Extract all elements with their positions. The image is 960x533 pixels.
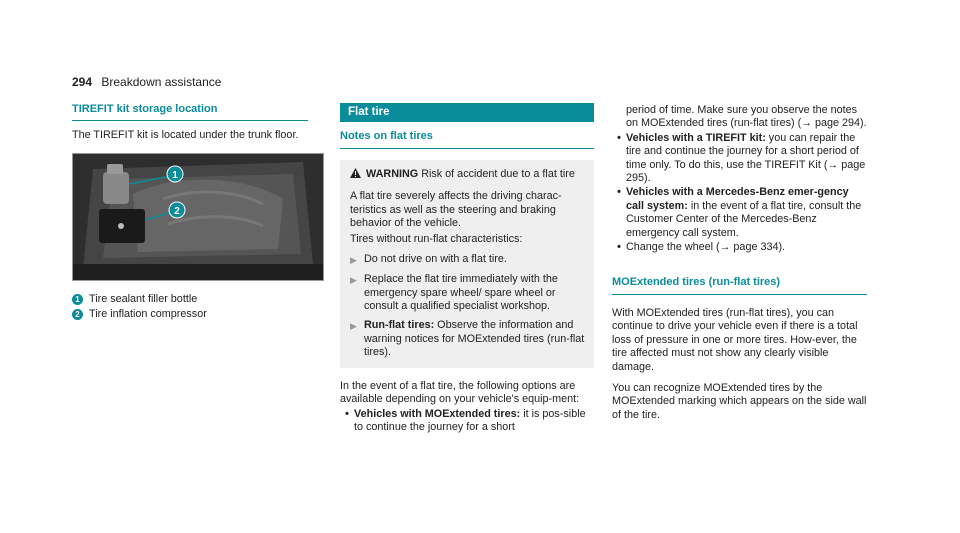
bullet-item bbox=[612, 186, 867, 240]
legend-text: Tire sealant filler bottle bbox=[89, 292, 198, 305]
page-number: 294 bbox=[72, 75, 93, 89]
flat-tire-bar: Flat tire bbox=[340, 103, 594, 122]
warning-step bbox=[350, 253, 586, 267]
warning-step bbox=[350, 273, 586, 313]
step-arrow-icon: ▶ bbox=[350, 254, 357, 265]
after-text: In the event of a flat tire, the following options are available depending on your vehicle's equip-ment: bbox=[340, 379, 580, 406]
moextended-para2: You can recognize MOExtended tires by the MOExtended marking which appears on the side wall of the tire. bbox=[612, 381, 867, 421]
bullet-dot: • bbox=[617, 131, 621, 144]
bullet-text: Change the wheel (→ page 334). bbox=[626, 241, 786, 254]
bullet-dot: • bbox=[617, 186, 621, 199]
step-text: Do not drive on with a flat tire. bbox=[364, 252, 507, 265]
callout-2: 2 bbox=[174, 205, 180, 217]
page-header bbox=[72, 75, 221, 89]
trunk-illustration bbox=[73, 154, 323, 280]
warning-box bbox=[340, 160, 594, 368]
tirefit-title: TIREFIT kit storage location bbox=[72, 103, 308, 121]
warning-head bbox=[350, 168, 586, 182]
warning-label: WARNING bbox=[366, 167, 419, 180]
tires-line: Tires without run-flat characteristics: bbox=[350, 233, 523, 246]
warning-headline: Risk of accident due to a flat tire bbox=[421, 167, 575, 180]
bullet-label: Vehicles with MOExtended tires: bbox=[354, 407, 521, 420]
bullet-text: in the event of a flat tire, consult the Customer Center of the Mercedes-Benz emergency call system. bbox=[626, 199, 862, 239]
bullet-dot: • bbox=[617, 241, 621, 254]
bullet-text: it is pos-sible to continue the journey for a short bbox=[354, 407, 586, 433]
runflat-text: Observe the information and warning notices for MOExtended tires (run-flat tires). bbox=[364, 319, 585, 359]
legend-list bbox=[72, 293, 308, 322]
callout-1: 1 bbox=[172, 169, 178, 181]
warning-step bbox=[350, 319, 586, 359]
legend-item bbox=[72, 293, 308, 306]
column-tirefit bbox=[72, 103, 308, 322]
moextended-title: MOExtended tires (run-flat tires) bbox=[612, 276, 867, 294]
column-options bbox=[612, 104, 867, 422]
bullet-item bbox=[612, 132, 867, 186]
moextended-para1: With MOExtended tires (run-flat tires), you can continue to drive your vehicle even if there is a total loss of pressure in one or more tires. How-ever, the tire affected must not show any clearly visible damage. bbox=[612, 306, 858, 373]
legend-badge: 2 bbox=[72, 309, 83, 320]
step-arrow-icon: ▶ bbox=[350, 321, 357, 332]
warning-body: A flat tire severely affects the driving charac-teristics as well as the steering and braking behavior of the vehicle. bbox=[350, 190, 562, 230]
bullet-text: you can repair the tire and continue the journey for a short period of time only. To do this, use the TIREFIT Kit (→ page 295). bbox=[626, 131, 866, 185]
tirefit-intro: The TIREFIT kit is located under the trunk floor. bbox=[72, 129, 299, 142]
step-arrow-icon: ▶ bbox=[350, 275, 357, 286]
warning-triangle-icon bbox=[350, 168, 366, 182]
column-flat-tire bbox=[340, 103, 594, 434]
bullet-dot: • bbox=[345, 407, 349, 420]
bullet-item bbox=[612, 241, 867, 254]
continued-text: period of time. Make sure you observe the notes on MOExtended tires (run-flat tires) (→ page 294). bbox=[626, 104, 867, 130]
legend-text: Tire inflation compressor bbox=[89, 308, 207, 321]
runflat-label: Run-flat tires: bbox=[364, 319, 435, 332]
legend-item bbox=[72, 308, 308, 321]
bullet-item bbox=[340, 408, 594, 435]
trunk-photo bbox=[72, 153, 324, 281]
notes-title: Notes on flat tires bbox=[340, 130, 594, 148]
step-text: Replace the flat tire immediately with the emergency spare wheel/ spare wheel or consult a qualified specialist workshop. bbox=[364, 273, 558, 313]
bullet-label: Vehicles with a TIREFIT kit: bbox=[626, 131, 766, 144]
legend-badge: 1 bbox=[72, 294, 83, 305]
bullet-label: Vehicles with a Mercedes-Benz emer-gency call system: bbox=[626, 186, 849, 212]
section-name: Breakdown assistance bbox=[101, 75, 222, 89]
